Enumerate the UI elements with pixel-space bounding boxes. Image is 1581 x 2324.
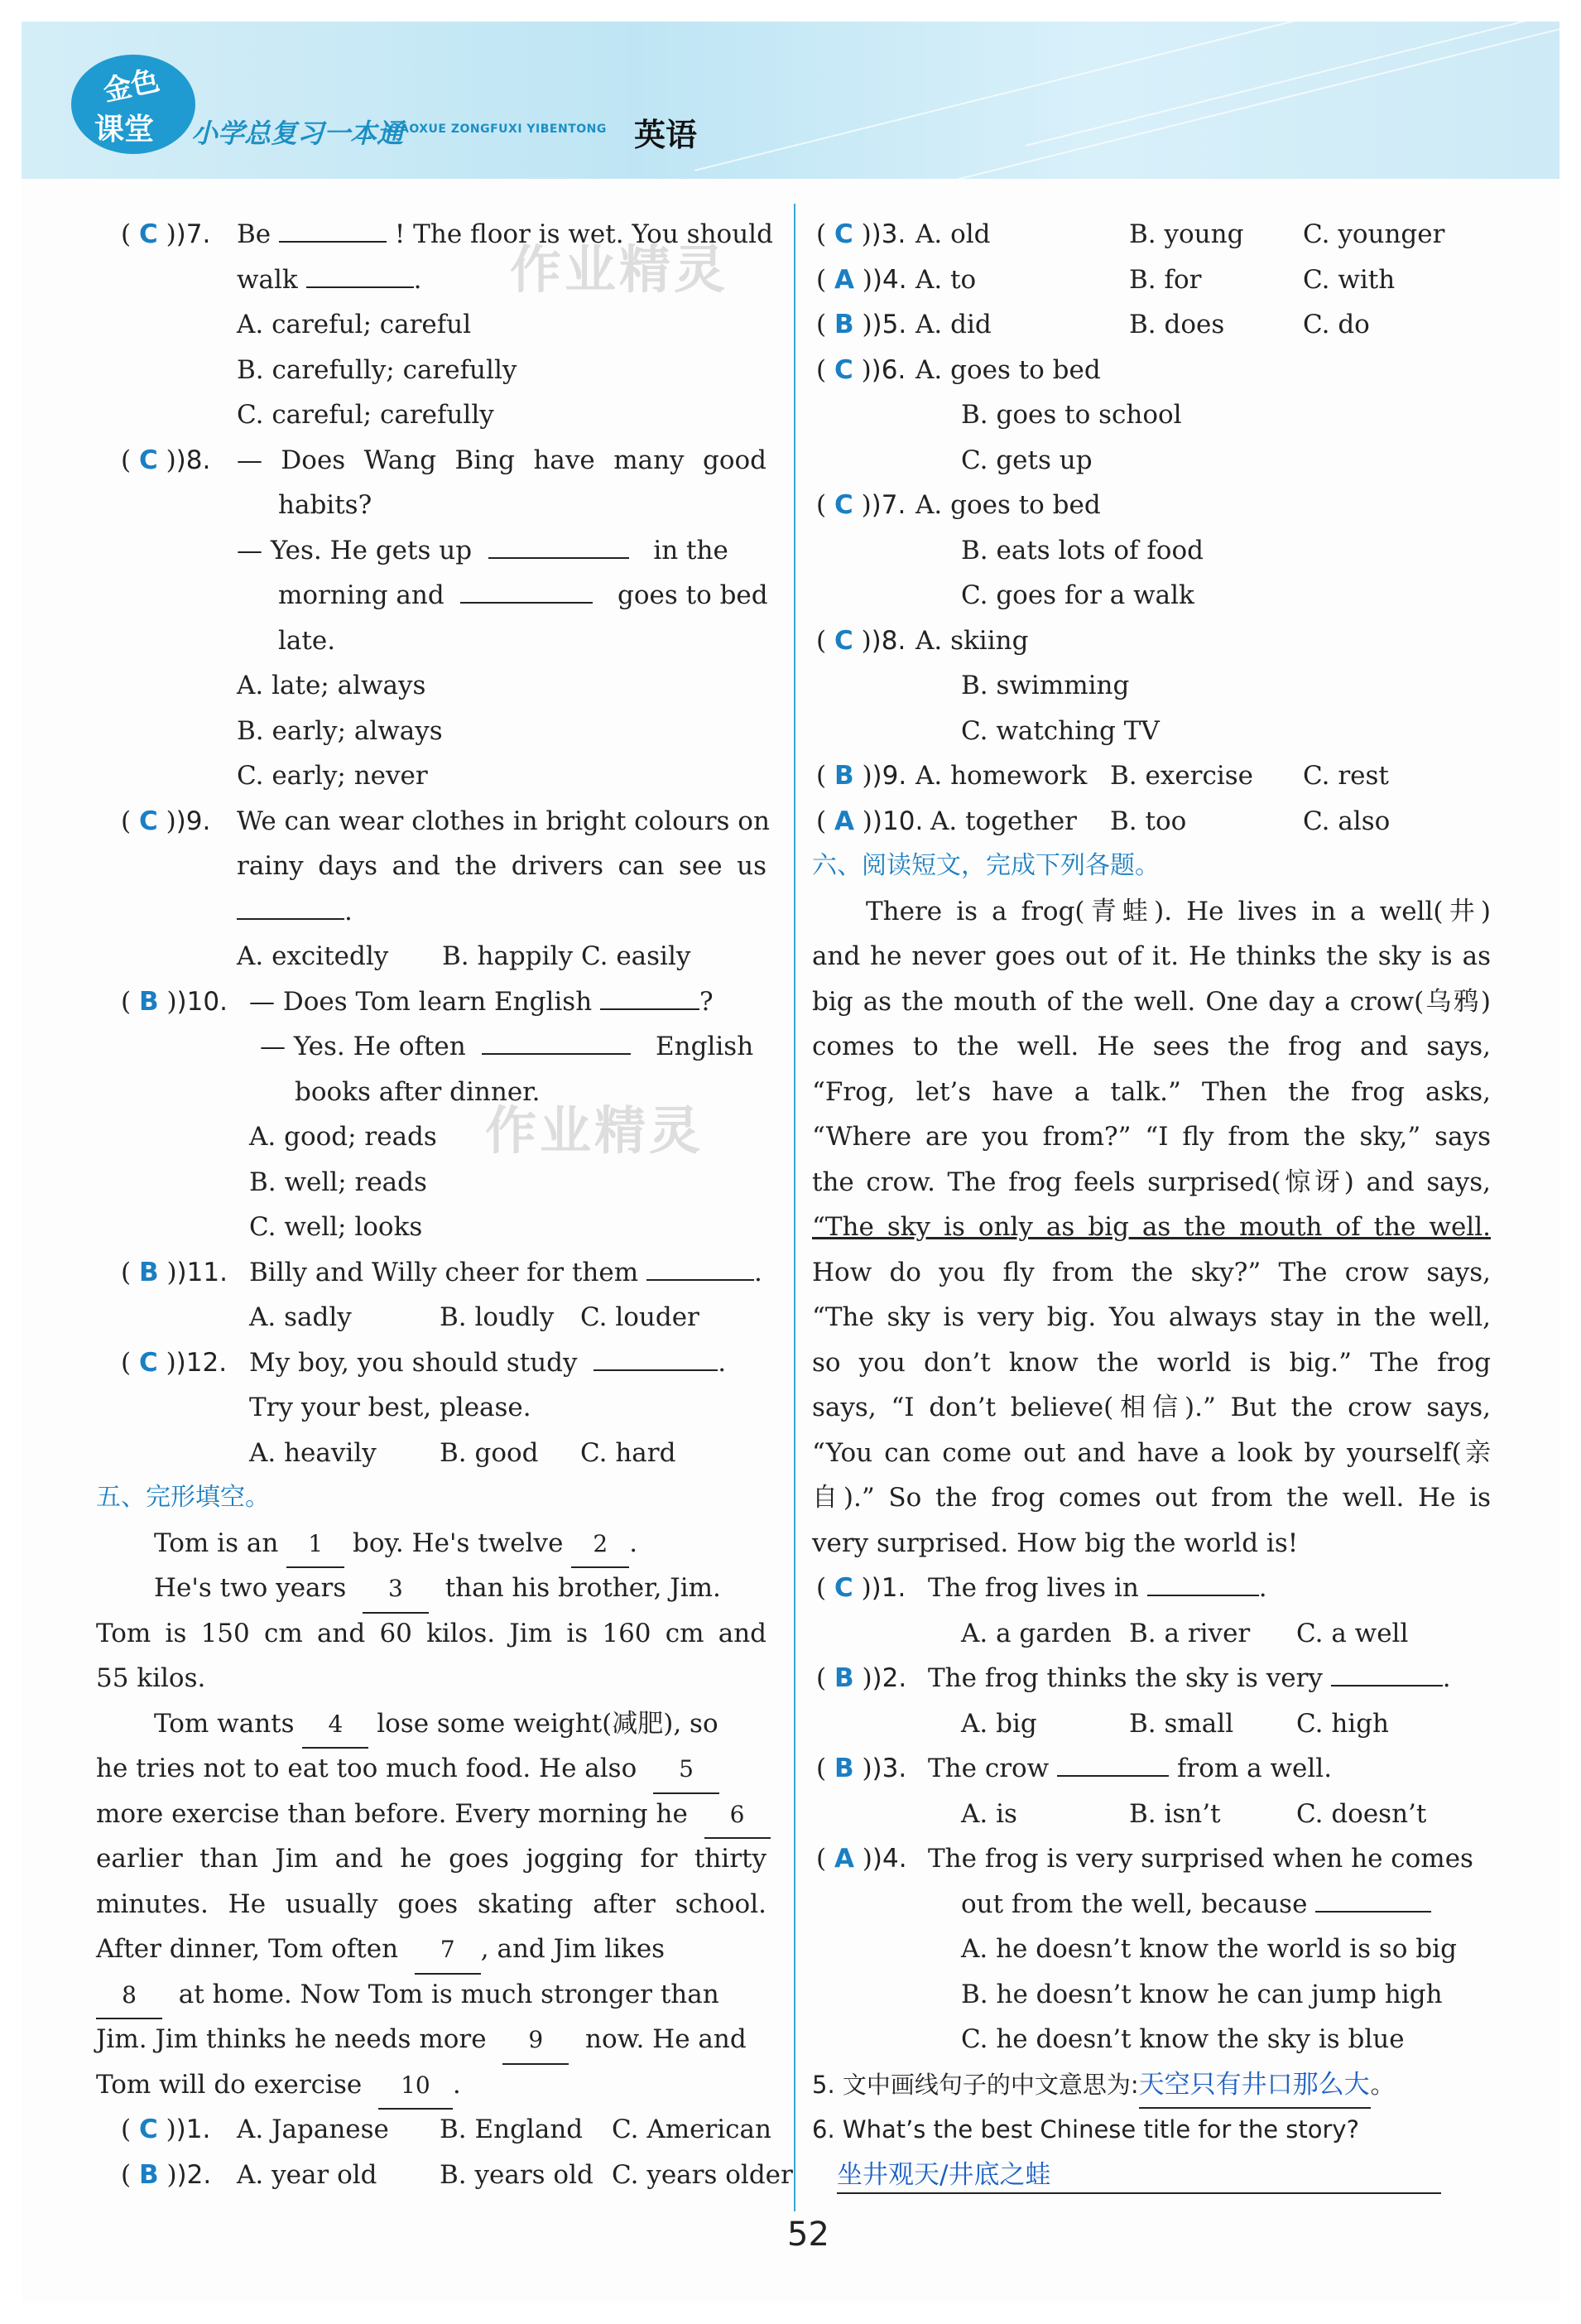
question-text: habits? — [278, 490, 372, 520]
option-b: B. carefully; carefully — [237, 354, 517, 385]
answer-blank — [600, 982, 699, 1010]
option-b: B. happily — [442, 941, 573, 971]
cloze-question-8: ( C ))8. A. skiing — [816, 618, 1528, 664]
logo-bottom-text: 课堂 — [94, 113, 155, 147]
passage-text: the crow. The frog feels surprised(惊讶) and says, — [812, 1167, 1491, 1197]
passage-text: How do you fly from the sky?” The crow says, — [812, 1257, 1491, 1287]
cloze-line — [96, 1836, 783, 1882]
cloze-line — [121, 1972, 783, 2018]
passage-text: so you don’t know the world is big.” The frog — [812, 1347, 1491, 1378]
cloze-question-3: ( C ))3. A. old B. young C. younger — [816, 212, 1528, 257]
question-number: )3. — [872, 1754, 907, 1783]
left-column — [96, 212, 793, 2197]
cloze-question-10: ( A ))10. A. together B. too C. also — [816, 799, 1528, 844]
question-number: )12. — [175, 1347, 228, 1378]
answer-mark: C — [834, 490, 853, 520]
answer-mark: C — [138, 2115, 158, 2144]
option-b: B. early; always — [237, 715, 443, 746]
cloze-line — [96, 1611, 783, 1657]
cloze-blank: 3 — [363, 1566, 429, 1614]
question-number: )2. — [872, 1663, 907, 1693]
option-a: A. good; reads — [249, 1122, 437, 1152]
handwritten-answer: 坐井观天/井底之蛙 — [837, 2159, 1051, 2190]
right-column — [812, 212, 1528, 2197]
passage-text: very surprised. How big the world is! — [812, 1528, 1299, 1558]
option-c: C. goes for a walk — [961, 580, 1194, 610]
cloze-text: boy. He's twelve — [353, 1528, 564, 1558]
cloze-text: minutes. He usually goes skating after school. — [96, 1889, 766, 1919]
option-a: A. is — [961, 1798, 1017, 1829]
passage-text: big as the mouth of the well. One day a crow(乌鸦) — [812, 986, 1491, 1017]
question-text: We can wear clothes in bright colours on — [237, 806, 770, 836]
cloze-text: at home. Now Tom is much stronger than — [178, 1979, 719, 2009]
passage-line — [812, 1521, 1528, 1566]
option-b: B. good — [440, 1437, 539, 1468]
answer-blank — [1147, 1568, 1259, 1596]
cloze-line — [121, 1566, 783, 1611]
question-number: )4. — [872, 1844, 907, 1874]
question-text: books after dinner. — [295, 1076, 541, 1107]
passage-line — [812, 1475, 1528, 1521]
watermark: 作业精灵 — [510, 239, 729, 300]
option-c: C. he doesn’t know the sky is blue — [961, 2024, 1405, 2054]
cloze-text: Tom is 150 cm and 60 kilos. Jim is 160 cm and — [96, 1618, 766, 1648]
header-banner — [22, 22, 1559, 179]
section-5-title: 五、完形填空。 — [96, 1483, 270, 1512]
answer-blank — [646, 1253, 754, 1281]
answer-mark: B — [834, 1663, 854, 1693]
cloze-blank: 10 — [378, 2063, 453, 2110]
passage-line — [812, 1160, 1528, 1205]
option-c: C. louder — [580, 1302, 699, 1332]
question-text: Be — [237, 219, 272, 249]
question-number: 6. — [812, 2115, 835, 2144]
passage-text: comes to the well. He sees the frog and says, — [812, 1032, 1491, 1061]
question-number: )9. — [872, 761, 907, 791]
cloze-text: Jim. Jim thinks he needs more — [96, 2024, 487, 2054]
answer-mark: C — [138, 445, 158, 475]
answer-blank — [593, 1343, 718, 1371]
cloze-question-7: ( C ))7. A. goes to bed — [816, 483, 1528, 528]
question-number: )6. — [871, 354, 906, 385]
cloze-text: 55 kilos. — [96, 1663, 206, 1693]
answer-mark: C — [834, 219, 853, 249]
answer-mark: B — [138, 2159, 159, 2190]
cloze-question-1: ( C ))1. A. Japanese B. England C. American — [121, 2107, 783, 2153]
series-title: 小学总复习一本通 — [191, 118, 404, 149]
question-number: )8. — [175, 445, 211, 475]
answer-line — [837, 2153, 1441, 2194]
cloze-line — [96, 1792, 783, 1837]
passage-line — [812, 1295, 1528, 1340]
option-c: C. do — [1303, 310, 1370, 339]
option-c: C. well; looks — [249, 1212, 423, 1242]
cloze-question-9: ( B ))9. A. homework B. exercise C. rest — [816, 753, 1528, 799]
answer-mark: B — [834, 310, 854, 339]
handwritten-answer: 天空只有井口那么大 — [1138, 2069, 1370, 2100]
passage-line — [812, 1385, 1528, 1431]
option-a: A. did — [915, 310, 992, 339]
question-text: English — [656, 1032, 754, 1061]
answer-blank — [488, 531, 629, 559]
question-text: from a well. — [1176, 1754, 1333, 1783]
passage-line — [812, 1070, 1528, 1115]
passage-line — [812, 1431, 1528, 1476]
subject-title: 英语 — [634, 117, 698, 153]
option-b: B. a river — [1129, 1618, 1251, 1648]
page-number: 52 — [787, 2216, 829, 2254]
passage-line — [812, 979, 1528, 1025]
option-a: A. he doesn’t know the world is so big — [961, 1934, 1457, 1964]
question-number: )3. — [871, 219, 906, 249]
option-b: B. well; reads — [249, 1167, 427, 1197]
question-text: ! The floor is wet. You should — [394, 219, 773, 249]
passage-line — [812, 1114, 1528, 1160]
question-text: . — [413, 264, 422, 295]
option-a: A. sadly — [249, 1302, 352, 1332]
answer-blank — [279, 214, 387, 243]
answer-blank — [482, 1027, 631, 1055]
cloze-blank: 6 — [704, 1792, 771, 1840]
question-text: — Does Wang Bing have many good — [237, 445, 766, 475]
question-text: The frog thinks the sky is very — [928, 1663, 1323, 1693]
question-text: — Yes. He gets up — [237, 535, 473, 565]
logo-top-text: 金色 — [100, 64, 163, 108]
question-number: )1. — [871, 1573, 906, 1603]
question-7: ( C ))7. Be ! The floor is wet. You should — [121, 212, 783, 257]
cloze-text: . — [452, 2069, 461, 2100]
option-a: A. a garden — [961, 1618, 1112, 1648]
option-a: A. goes to bed — [915, 490, 1101, 520]
option-a: A. big — [961, 1708, 1037, 1739]
question-text: 。 — [1370, 2070, 1395, 2099]
option-a: A. goes to bed — [915, 354, 1101, 385]
option-b: B. goes to school — [961, 400, 1182, 430]
reading-question-1: ( C ))1. The frog lives in . — [816, 1566, 1528, 1611]
passage-text: says, “I don’t believe(相信).” But the crow says, — [812, 1393, 1491, 1422]
question-text: Try your best, please. — [249, 1393, 531, 1422]
answer-mark: B — [138, 986, 159, 1017]
option-a: A. old — [915, 219, 991, 249]
cloze-text: . — [629, 1528, 638, 1558]
question-8: ( C ))8. — Does Wang Bing have many good — [121, 438, 783, 484]
answer-mark: B — [834, 761, 854, 791]
question-text: rainy days and the drivers can see us — [237, 851, 766, 881]
answer-blank — [1331, 1658, 1443, 1686]
question-number: )7. — [175, 219, 211, 249]
page — [22, 22, 1559, 2302]
option-b: B. young — [1129, 219, 1244, 249]
option-c: C. American — [612, 2115, 771, 2144]
option-b: B. for — [1129, 264, 1202, 295]
passage-text: “Frog, let’s have a talk.” Then the frog asks, — [812, 1076, 1491, 1107]
option-a: A. together — [930, 806, 1077, 836]
cloze-text: He's two years — [154, 1573, 347, 1603]
option-b: B. years old — [440, 2159, 593, 2190]
question-text: walk — [237, 264, 298, 295]
option-c: C. hard — [580, 1437, 676, 1468]
option-c: C. gets up — [961, 445, 1093, 475]
cloze-line — [96, 1927, 783, 1972]
question-text: out from the well, because — [961, 1889, 1308, 1919]
option-c: C. doesn’t — [1296, 1798, 1427, 1829]
cloze-text: Tom will do exercise — [96, 2069, 363, 2100]
cloze-text: earlier than Jim and he goes jogging for thirty — [96, 1844, 766, 1874]
cloze-text: now. He and — [584, 2024, 747, 2054]
answer-mark: A — [834, 1844, 854, 1874]
option-b: B. too — [1110, 806, 1187, 836]
question-text: Billy and Willy cheer for them — [249, 1257, 639, 1287]
option-a: A. skiing — [915, 625, 1029, 656]
answer-blank — [306, 260, 414, 288]
answer-mark: C — [138, 806, 158, 836]
reading-question-5 — [812, 2062, 1528, 2108]
option-b: B. exercise — [1110, 761, 1254, 791]
option-c: C. years older — [612, 2159, 793, 2190]
answer-mark: C — [138, 1347, 158, 1378]
question-text: ? — [699, 986, 714, 1017]
cloze-line — [96, 1746, 783, 1792]
reading-question-6 — [812, 2107, 1528, 2153]
answer-mark: C — [138, 219, 158, 249]
option-a: A. Japanese — [237, 2115, 389, 2144]
option-b: B. England — [440, 2115, 584, 2144]
question-number: 5. — [812, 2070, 835, 2099]
question-text: 文中画线句子的中文意思为: — [842, 2070, 1139, 2099]
cloze-question-6: ( C ))6. A. goes to bed — [816, 348, 1528, 393]
option-a: A. careful; careful — [237, 310, 472, 339]
cloze-blank: 8 — [96, 1973, 162, 2020]
passage-line — [812, 934, 1528, 979]
option-c: C. easily — [581, 941, 691, 971]
question-9: ( C ))9. We can wear clothes in bright colours on — [121, 799, 783, 844]
reading-question-4: ( A ))4. The frog is very surprised when he comes — [816, 1836, 1528, 1882]
cloze-text: lose some weight(减肥), so — [377, 1708, 718, 1739]
question-text: . — [1258, 1573, 1267, 1603]
question-10: ( B ))10. — Does Tom learn English ? — [121, 979, 783, 1025]
option-c: C. rest — [1303, 761, 1389, 791]
option-a: A. excitedly — [237, 941, 389, 971]
cloze-blank: 4 — [302, 1702, 368, 1749]
cloze-blank: 9 — [502, 2018, 569, 2065]
passage-text: “You can come out and have a look by yourself(亲 — [812, 1437, 1491, 1468]
cloze-blank: 1 — [286, 1522, 344, 1569]
cloze-text: , and Jim likes — [480, 1934, 666, 1964]
question-number: )9. — [175, 806, 211, 836]
answer-mark: C — [834, 354, 853, 385]
question-text: morning and — [278, 580, 445, 610]
reading-question-3: ( B ))3. The crow from a well. — [816, 1746, 1528, 1792]
question-text: My boy, you should study — [249, 1347, 578, 1378]
option-a: A. late; always — [237, 671, 426, 700]
passage-text: “Where are you from?” “I fly from the sky,” says — [812, 1122, 1491, 1152]
option-b: B. eats lots of food — [961, 535, 1204, 565]
cloze-line — [96, 1882, 783, 1927]
question-text: The frog is very surprised when he comes — [928, 1844, 1473, 1874]
answer-mark: C — [834, 625, 853, 656]
option-a: A. year old — [237, 2159, 377, 2190]
reading-question-2: ( B ))2. The frog thinks the sky is very . — [816, 1656, 1528, 1701]
option-c: C. early; never — [237, 761, 428, 791]
question-text: What’s the best Chinese title for the story? — [842, 2115, 1359, 2144]
watermark: 作业精灵 — [485, 1100, 704, 1161]
underlined-sentence: “The sky is only as big as the mouth of the well. — [812, 1212, 1491, 1242]
cloze-line — [96, 2062, 783, 2108]
question-number: )8. — [871, 625, 906, 656]
cloze-text: he tries not to eat too much food. He also — [96, 1754, 637, 1783]
passage-line — [812, 1250, 1528, 1296]
cloze-text: Tom is an — [154, 1528, 279, 1558]
question-11: ( B ))11. Billy and Willy cheer for them . — [121, 1250, 783, 1296]
cloze-line — [96, 1656, 783, 1701]
answer-mark: B — [834, 1754, 854, 1783]
passage-text: There is a frog(青蛙). He lives in a well(井) — [866, 896, 1491, 926]
question-text: — Yes. He often — [260, 1032, 466, 1061]
question-text: . — [344, 896, 353, 926]
option-c: C. with — [1303, 264, 1396, 295]
question-text: in the — [653, 535, 728, 565]
option-c: C. watching TV — [961, 715, 1160, 746]
option-c: C. careful; carefully — [237, 400, 494, 430]
answer-blank — [1315, 1884, 1431, 1913]
question-text: . — [754, 1257, 762, 1287]
cloze-line — [121, 1521, 783, 1566]
option-a: A. to — [915, 264, 977, 295]
answer-blank — [460, 575, 593, 604]
question-number: )7. — [871, 490, 906, 520]
passage-text: and he never goes out of it. He thinks the sky is as — [812, 941, 1491, 971]
cloze-question-2: ( B ))2. A. year old B. years old C. years older — [121, 2153, 783, 2198]
question-number: )2. — [176, 2159, 212, 2190]
passage-line — [812, 1205, 1528, 1250]
answer-mark: A — [834, 264, 854, 295]
question-text: . — [1442, 1663, 1451, 1693]
question-number: )4. — [872, 264, 907, 295]
question-text: — Does Tom learn English — [249, 986, 593, 1017]
question-number: )10. — [176, 986, 228, 1017]
cloze-blank: 5 — [653, 1747, 719, 1794]
passage-line — [816, 889, 1528, 935]
cloze-text: After dinner, Tom often — [96, 1934, 399, 1964]
question-text: late. — [278, 625, 336, 656]
question-text: The frog lives in — [928, 1573, 1139, 1603]
question-text: The crow — [928, 1754, 1050, 1783]
answer-blank — [237, 892, 344, 920]
question-number: )1. — [175, 2115, 211, 2144]
cloze-text: Tom wants — [154, 1708, 295, 1739]
cloze-line — [121, 1701, 783, 1747]
section-6-title: 六、阅读短文，完成下列各题。 — [812, 851, 1160, 880]
question-number: )11. — [176, 1257, 228, 1287]
series-title-en: XIAOXUE ZONGFUXI YIBENTONG — [386, 123, 607, 136]
option-b: B. he doesn’t know he can jump high — [961, 1979, 1443, 2009]
cloze-line — [96, 2017, 783, 2062]
option-c: C. high — [1296, 1708, 1390, 1739]
answer-mark: A — [834, 806, 854, 836]
question-number: )5. — [872, 310, 907, 339]
passage-line — [812, 1024, 1528, 1070]
option-a: A. homework — [915, 761, 1088, 791]
question-number: )10. — [872, 806, 924, 836]
option-c: C. a well — [1296, 1618, 1409, 1648]
answer-mark: B — [138, 1257, 159, 1287]
option-c: C. also — [1303, 806, 1391, 836]
cloze-blank: 7 — [415, 1927, 481, 1975]
question-text: . — [718, 1347, 727, 1378]
cloze-question-5: ( B ))5. A. did B. does C. do — [816, 302, 1528, 348]
option-b: B. loudly — [440, 1302, 555, 1332]
question-12: ( C ))12. My boy, you should study . — [121, 1340, 783, 1386]
option-c: C. younger — [1303, 219, 1445, 249]
option-a: A. heavily — [249, 1437, 377, 1468]
question-text: goes to bed — [618, 580, 768, 610]
cloze-text: more exercise than before. Every morning he — [96, 1798, 688, 1829]
answer-mark: C — [834, 1573, 853, 1603]
passage-text: 自).” So the frog comes out from the well. He is — [812, 1483, 1491, 1513]
passage-line — [812, 1340, 1528, 1386]
cloze-question-4: ( A ))4. A. to B. for C. with — [816, 257, 1528, 303]
option-b: B. isn’t — [1129, 1798, 1221, 1829]
option-b: B. does — [1129, 310, 1225, 339]
cloze-blank: 2 — [571, 1522, 629, 1569]
column-divider — [794, 204, 795, 2211]
option-b: B. swimming — [961, 671, 1130, 700]
answer-blank — [1057, 1749, 1169, 1777]
option-b: B. small — [1129, 1708, 1234, 1739]
cloze-text: than his brother, Jim. — [445, 1573, 721, 1603]
passage-text: “The sky is very big. You always stay in the well, — [812, 1302, 1491, 1332]
